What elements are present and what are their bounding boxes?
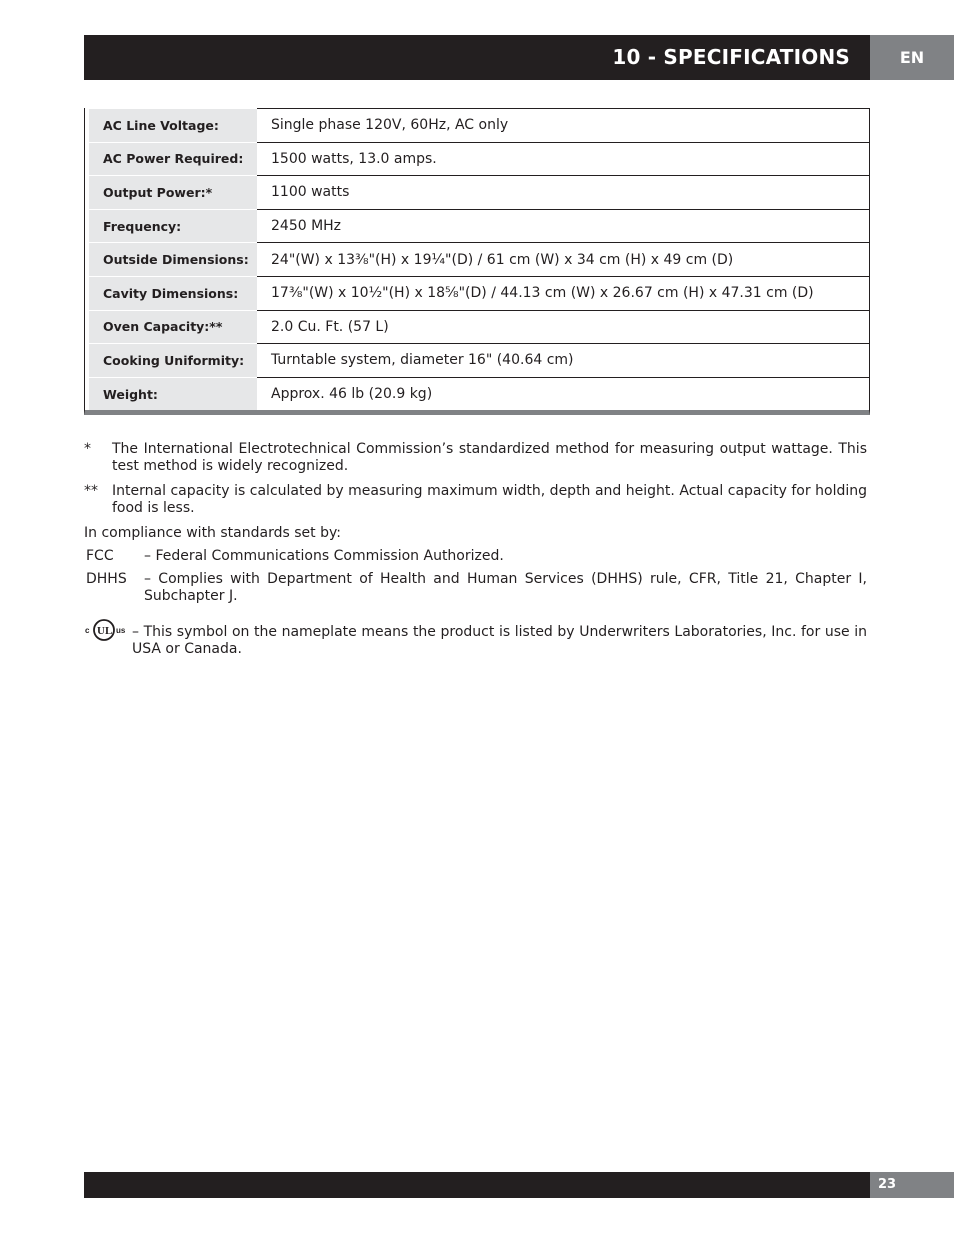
standard-text: – Complies with Department of Health and Human Services (DHHS) rule, CFR, Title 21, Chapter I, Subchapter J. xyxy=(144,571,867,604)
spec-label: Cooking Uniformity: xyxy=(89,343,257,377)
ul-listed-icon xyxy=(84,624,132,658)
standard-code: DHHS xyxy=(86,571,127,587)
spec-value: 1500 watts, 13.0 amps. xyxy=(257,142,869,176)
spec-label: Frequency: xyxy=(89,209,257,243)
spec-value: 2.0 Cu. Ft. (57 L) xyxy=(257,310,869,344)
spec-label: AC Power Required: xyxy=(89,142,257,176)
spec-value: Approx. 46 lb (20.9 kg) xyxy=(257,377,869,411)
spec-row-oven-capacity xyxy=(85,310,869,344)
footnote xyxy=(84,441,867,475)
notes-section xyxy=(84,441,867,658)
footnote-mark: * xyxy=(84,441,91,457)
spec-row-output-power xyxy=(85,175,869,209)
spec-label: Oven Capacity:** xyxy=(89,310,257,344)
standard-text: – Federal Communications Commission Authorized. xyxy=(144,548,504,564)
svg-text:UL: UL xyxy=(97,625,113,637)
footer-bar xyxy=(84,1172,870,1198)
spec-value: 17⅜"(W) x 10½"(H) x 18⅝"(D) / 44.13 cm (W) x 26.67 cm (H) x 47.31 cm (D) xyxy=(257,276,869,310)
language-tab: EN xyxy=(870,35,954,80)
footnote-mark: ** xyxy=(84,483,98,499)
spec-row-weight xyxy=(85,377,869,411)
spec-label: Outside Dimensions: xyxy=(89,242,257,276)
spec-label: AC Line Voltage: xyxy=(89,108,257,142)
header-bar xyxy=(84,35,870,80)
spec-value: 2450 MHz xyxy=(257,209,869,243)
footnote-text: The International Electrotechnical Commission’s standardized method for measuring output wattage. This test method is widely recognized. xyxy=(112,441,867,474)
spec-label: Output Power:* xyxy=(89,175,257,209)
spec-row-cavity-dimensions xyxy=(85,276,869,310)
spec-value: Turntable system, diameter 16" (40.64 cm) xyxy=(257,343,869,377)
compliance-intro: In compliance with standards set by: xyxy=(84,525,341,541)
standard-row-fcc xyxy=(84,548,867,565)
spec-row-cooking-uniformity xyxy=(85,343,869,377)
spec-label: Cavity Dimensions: xyxy=(89,276,257,310)
svg-text:us: us xyxy=(116,626,126,635)
standard-row-dhhs xyxy=(84,571,867,605)
spec-row-ac-line-voltage xyxy=(85,108,869,142)
spec-value: Single phase 120V, 60Hz, AC only xyxy=(257,108,869,142)
spec-value: 1100 watts xyxy=(257,175,869,209)
spec-value: 24"(W) x 13⅜"(H) x 19¼"(D) / 61 cm (W) x 34 cm (H) x 49 cm (D) xyxy=(257,242,869,276)
page-title: 10 - SPECIFICATIONS xyxy=(612,45,850,69)
standard-code: FCC xyxy=(86,548,114,564)
spec-row-ac-power-required xyxy=(85,142,869,176)
spec-row-outside-dimensions xyxy=(85,242,869,276)
spec-label: Weight: xyxy=(89,377,257,411)
page-number: 23 xyxy=(870,1172,954,1198)
footnote-text: Internal capacity is calculated by measuring maximum width, depth and height. Actual capacity for holding food is less. xyxy=(112,483,867,516)
ul-listing-text: – This symbol on the nameplate means the product is listed by Underwriters Laboratories, Inc. for use in USA or Canada. xyxy=(132,624,867,657)
spec-table xyxy=(84,108,870,415)
spec-row-frequency xyxy=(85,209,869,243)
svg-text:c: c xyxy=(85,626,90,635)
ul-listing-row xyxy=(84,624,867,658)
footnote xyxy=(84,483,867,517)
